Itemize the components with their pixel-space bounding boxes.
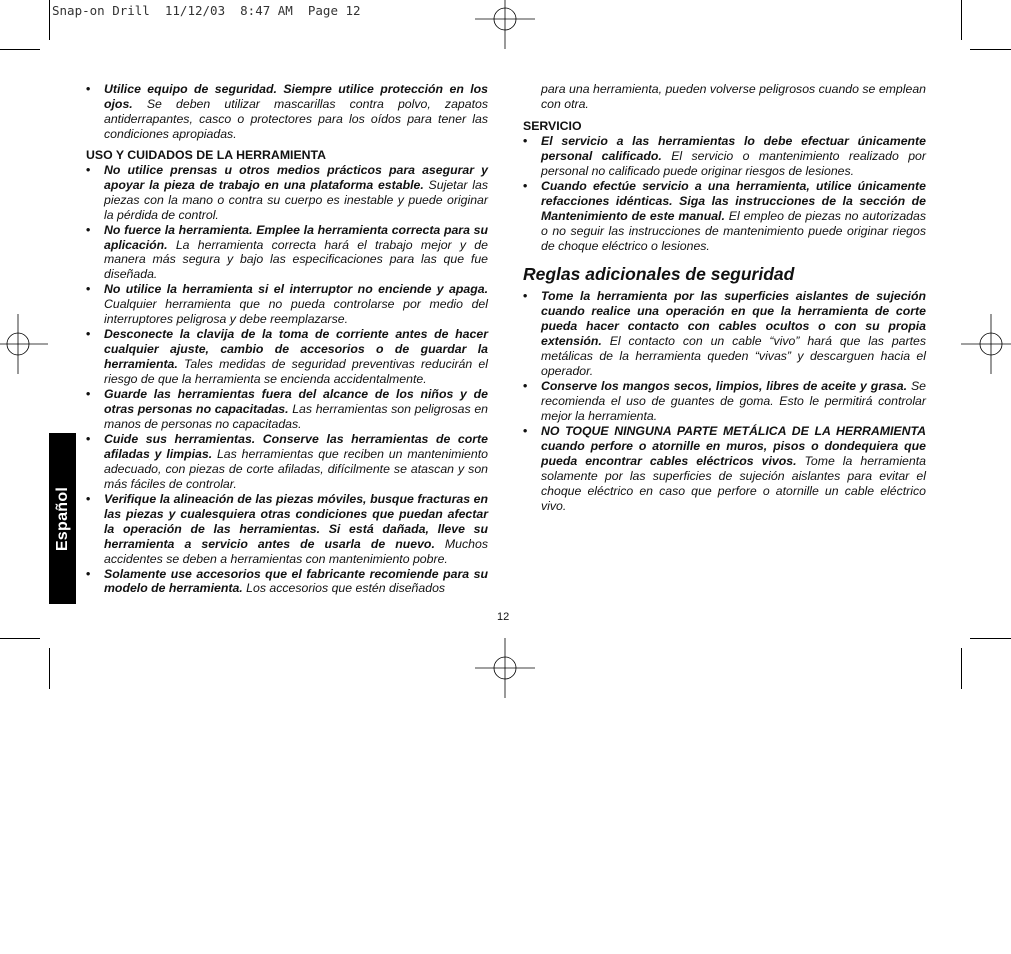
bullet-item: [523, 424, 926, 514]
bullet-item: [86, 387, 488, 432]
bullet-body-text: Sujetar las piezas con la mano o contra su cuerpo es inestable y puede originar la pérdida de control.: [104, 177, 488, 222]
bullet-bold-text: Utilice equipo de seguridad. Siempre utilice protección en los ojos.: [104, 82, 488, 111]
bullet-symbol: •: [523, 289, 528, 304]
bullet-body-text: Tales medidas de seguridad preventivas reducirán el riesgo de que la herramienta se encienda accidentalmente.: [104, 357, 488, 387]
crop-mark: [961, 648, 962, 689]
crop-mark: [970, 638, 1011, 639]
bullet-symbol: •: [86, 82, 91, 96]
bullet-body-text: Muchos accidentes se deben a herramientas con mantenimiento pobre.: [104, 536, 488, 566]
bullet-body-text: La herramienta correcta hará el trabajo mejor y de manera más segura y bajo las especificaciones para las que fue diseñada.: [104, 237, 488, 282]
right-column: [523, 82, 926, 514]
section-heading-uso: USO Y CUIDADOS DE LA HERRAMIENTA: [86, 147, 327, 162]
bullet-bold-text: Verifique la alineación de las piezas móviles, busque fracturas en las piezas y cualesquiera otras condiciones que puedan afectar la operación de las herramientas. Si está dañada, lleve su herramienta a servicio antes de usarla de nuevo.: [104, 491, 488, 551]
bullet-body-text: El empleo de piezas no autorizadas o no seguir las instrucciones de mantenimiento puede originar riegos de choque eléctrico o lesiones.: [541, 208, 926, 253]
crop-mark: [961, 0, 962, 40]
bullet-symbol: •: [86, 327, 91, 342]
bullet-symbol: •: [523, 178, 528, 193]
bullet-bold-text: No fuerce la herramienta. Emplee la herramienta correcta para su aplicación.: [104, 222, 488, 252]
bullet-bold-text: No utilice la herramienta si el interruptor no enciende y apaga.: [104, 282, 488, 297]
left-column: [86, 82, 488, 596]
registration-mark-right: [961, 314, 1011, 374]
bullet-body-text: El servicio o mantenimiento realizado por personal no calificado puede originar riesgos de lesiones.: [541, 148, 926, 178]
bullet-bold-text: NO TOQUE NINGUNA PARTE METÁLICA DE LA HERRAMIENTA cuando perfore o atornille en muros, pisos o dondequiera que pueda encontrar cables eléctricos vivos.: [541, 424, 926, 468]
bullet-body-text: Las herramientas que reciben un mantenimiento adecuado, con piezas de corte afiladas, difícilmente se atascan y son más fáciles de controlar.: [104, 446, 488, 491]
bullet-item: [86, 82, 488, 142]
bullet-symbol: •: [86, 162, 91, 177]
bullet-bold-text: Conserve los mangos secos, limpios, libres de aceite y grasa.: [541, 379, 908, 394]
bullet-symbol: •: [86, 566, 91, 581]
language-tab-label: Español: [53, 486, 71, 551]
crop-mark: [49, 648, 50, 689]
bullet-symbol: •: [86, 222, 91, 237]
bullet-symbol: •: [86, 282, 91, 297]
bullet-symbol: •: [523, 133, 528, 148]
bullet-item: [86, 327, 488, 387]
registration-mark-left: [0, 314, 48, 374]
crop-mark: [49, 0, 50, 40]
section-heading-servicio: SERVICIO: [523, 118, 582, 133]
bullet-item: [86, 567, 488, 597]
bullet-bold-text: Guarde las herramientas fuera del alcance de los niños y de otras personas no capacitadas.: [104, 387, 488, 417]
bullet-item: [86, 163, 488, 223]
bullet-symbol: •: [523, 424, 528, 439]
bullet-body-text: Se recomienda el uso de guantes de goma. Esto le permitirá controlar mejor la herramienta.: [541, 379, 926, 424]
bullet-symbol: •: [523, 379, 528, 394]
bullet-item: [523, 179, 926, 254]
bullet-body-text: El contacto con un cable “vivo” hará que las partes metálicas de la herramienta queden “vivas” y descarguen hacia el operador.: [541, 334, 926, 379]
bullet-bold-text: Desconecte la clavija de la toma de corriente antes de hacer cualquier ajuste, cambio de accesorios o de guardar la herramienta.: [104, 327, 488, 372]
bullet-bold-text: No utilice prensas u otros medios prácticos para asegurar y apoyar la pieza de trabajo en una plataforma estable.: [104, 162, 488, 192]
bullet-item: [523, 379, 926, 424]
crop-mark: [970, 49, 1011, 50]
bullet-item: [86, 282, 488, 327]
bullet-symbol: •: [86, 491, 91, 506]
bullet-bold-text: Solamente use accesorios que el fabricante recomiende para su modelo de herramienta.: [104, 566, 488, 596]
bullet-symbol: •: [86, 387, 91, 402]
crop-mark: [0, 638, 40, 639]
bullet-bold-text: Cuando efectúe servicio a una herramienta, utilice únicamente refacciones idénticas. Siga las instrucciones de la sección de Mantenimiento de este manual.: [541, 178, 926, 223]
continued-paragraph: para una herramienta, pueden volverse peligrosos cuando se emplean con otra.: [541, 82, 926, 111]
bullet-item: [86, 492, 488, 567]
rules-heading: Reglas adicionales de seguridad: [523, 264, 795, 285]
bullet-bold-text: Tome la herramienta por las superficies aislantes de sujeción cuando realice una operación en que la herramienta de corte pueda hacer contacto con cables ocultos o con su propia extensión.: [541, 289, 926, 349]
bullet-bold-text: Cuide sus herramientas. Conserve las herramientas de corte afiladas y limpias.: [104, 431, 488, 461]
language-tab: [49, 433, 76, 604]
bullet-body-text: Los accesorios que estén diseñados: [242, 581, 446, 596]
bullet-body-text: Tome la herramienta solamente por las superficies de sujeción aislantes para evitar el choque eléctrico en caso que perfore o atornille un cable eléctrico vivo.: [541, 453, 926, 513]
printer-slug: Snap-on Drill 11/12/03 8:47 AM Page 12: [52, 3, 361, 18]
bullet-symbol: •: [86, 431, 91, 446]
page-number: 12: [497, 611, 510, 623]
bullet-item: [523, 289, 926, 379]
bullet-body-text: Cualquier herramienta que no pueda controlarse por medio del interruptores peligrosa y debe reemplazarse.: [104, 297, 488, 327]
bullet-item: [523, 134, 926, 179]
bullet-bold-text: El servicio a las herramientas lo debe efectuar únicamente personal calificado.: [541, 133, 926, 163]
bullet-item: [86, 223, 488, 283]
bullet-body-text: Se deben utilizar mascarillas contra polvo, zapatos antiderrapantes, casco o protectores para los oídos para tener las condiciones apropiadas.: [104, 96, 488, 141]
crop-mark: [0, 49, 40, 50]
registration-mark-bottom: [475, 638, 535, 698]
registration-mark-top: [475, 0, 535, 49]
bullet-body-text: Las herramientas son peligrosas en manos de personas no capacitadas.: [104, 402, 488, 431]
bullet-item: [86, 432, 488, 492]
